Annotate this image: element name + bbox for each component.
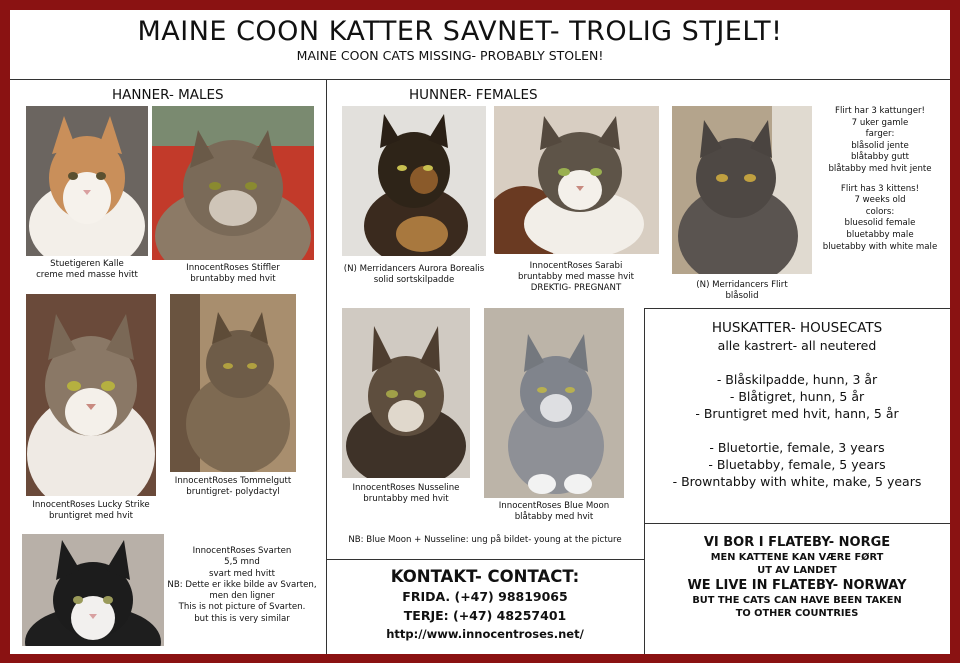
- caption-flirt: (N) Merridancers Flirt blåsolid: [696, 280, 788, 301]
- caption-nusseline: InnocentRoses Nusseline bruntabby med hvit: [352, 483, 460, 504]
- cat-photo-tommelgutt: [170, 294, 296, 472]
- cat-photo-stiffler: [152, 106, 314, 260]
- location-en-line: BUT THE CATS CAN HAVE BEEN TAKEN: [692, 595, 902, 606]
- cat-photo-lucky-strike: [26, 294, 156, 496]
- contact-frida: FRIDA. (+47) 98819065: [402, 589, 568, 604]
- poster-title: MAINE COON KATTER SAVNET- TROLIG STJELT!: [137, 16, 783, 47]
- divider-header: [10, 79, 950, 80]
- cat-photo-aurora-borealis: [342, 106, 486, 256]
- housecats-panel: [644, 319, 950, 490]
- housecat-line: - Bruntigret med hvit, hann, 5 år: [695, 406, 899, 421]
- caption-stiffler: InnocentRoses Stiffler bruntabby med hvit: [186, 263, 280, 284]
- location-no-line: MEN KATTENE KAN VÆRE FØRT: [710, 552, 884, 563]
- caption-kalle: Stuetigeren Kalle creme med masse hvitt: [36, 259, 138, 280]
- cat-photo-nusseline: [342, 308, 470, 478]
- divider-location-top: [644, 523, 950, 524]
- poster-subtitle: MAINE COON CATS MISSING- PROBABLY STOLEN!: [296, 48, 604, 63]
- caption-lucky-strike: InnocentRoses Lucky Strike bruntigret med hvit: [32, 500, 150, 521]
- caption-svarten: InnocentRoses Svarten 5,5 mnd svart med hvitt NB: Dette er ikke bilde av Svarten, men den ligner This is not picture of Svarten. but this is very similar: [167, 546, 317, 624]
- website-link[interactable]: http://www.innocentroses.net/: [386, 627, 584, 641]
- contact-panel: [326, 567, 644, 644]
- caption-sarabi: InnocentRoses Sarabi bruntabby med masse hvit DREKTIG- PREGNANT: [518, 261, 634, 293]
- housecats-heading: HUSKATTER- HOUSECATS: [711, 320, 883, 336]
- males-heading: HANNER- MALES: [112, 87, 224, 103]
- housecats-neutered: alle kastrert- all neutered: [717, 338, 877, 353]
- young-picture-note: NB: Blue Moon + Nusseline: ung på bildet- young at the picture: [348, 535, 622, 545]
- contact-heading: KONTAKT- CONTACT:: [390, 567, 580, 586]
- cat-photo-kalle: [26, 106, 148, 256]
- housecat-line: - Blåskilpadde, hunn, 3 år: [716, 372, 878, 387]
- cat-photo-svarten-similar: [22, 534, 164, 646]
- location-panel: [644, 534, 950, 620]
- housecat-line: - Blåtigret, hunn, 5 år: [729, 389, 865, 404]
- females-heading: HUNNER- FEMALES: [409, 87, 538, 103]
- caption-blue-moon: InnocentRoses Blue Moon blåtabby med hvit: [498, 501, 610, 522]
- location-no-heading: VI BOR I FLATEBY- NORGE: [703, 535, 891, 550]
- housecat-line: - Browntabby with white, make, 5 years: [672, 474, 922, 489]
- cat-photo-flirt: [672, 106, 812, 274]
- caption-aurora-borealis: (N) Merridancers Aurora Borealis solid sortskilpadde: [343, 264, 485, 285]
- location-en-line: TO OTHER COUNTRIES: [735, 608, 859, 619]
- contact-terje: TERJE: (+47) 48257401: [403, 608, 567, 623]
- cat-photo-sarabi: [494, 106, 659, 254]
- location-en-heading: WE LIVE IN FLATEBY- NORWAY: [687, 578, 907, 593]
- divider-contact-top: [326, 559, 644, 560]
- location-no-line: UT AV LANDET: [757, 565, 837, 576]
- divider-housecats-top: [644, 308, 950, 309]
- poster: [10, 10, 950, 654]
- caption-tommelgutt: InnocentRoses Tommelgutt bruntigret- polydactyl: [174, 476, 292, 497]
- cat-photo-blue-moon: [484, 308, 624, 498]
- housecat-line: - Bluetabby, female, 5 years: [708, 457, 886, 472]
- kittens-info: Flirt har 3 kattunger! 7 uker gamle farger: blåsolid jente blåtabby gutt blåtabby med hvit jente Flirt has 3 kittens! 7 weeks old colors: bluesolid female bluetabby male bluetabby with white male: [822, 106, 938, 252]
- housecat-line: - Bluetortie, female, 3 years: [709, 440, 885, 455]
